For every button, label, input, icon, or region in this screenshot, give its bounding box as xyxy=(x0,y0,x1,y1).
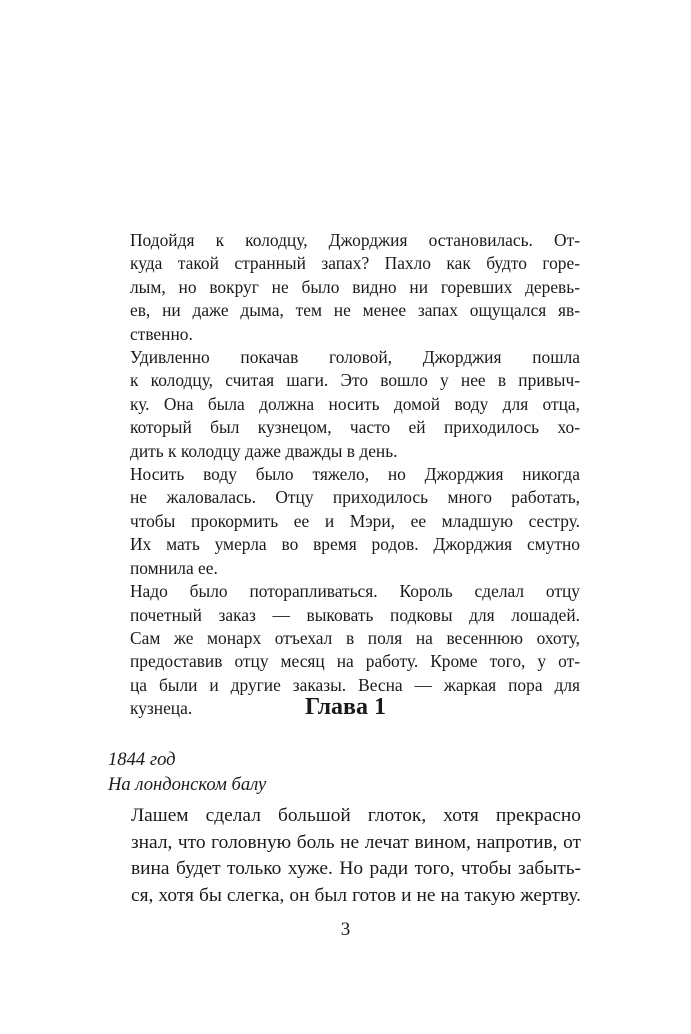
text-line: Надо было поторапливаться. Король сделал отцу xyxy=(130,581,580,602)
text-line: чтобы прокормить ее и Мэри, ее младшую сестру. xyxy=(130,510,580,531)
text-line: знал, что головную боль не лечат вином, напротив, от xyxy=(131,831,581,853)
chapter-epigraph xyxy=(108,747,266,797)
text-line: Удивленно покачав головой, Джорджия пошла xyxy=(130,347,580,368)
text-line: не жаловалась. Отцу приходилось много работать, xyxy=(130,487,580,508)
text-line: ственно. xyxy=(130,323,193,344)
text-line: кузнеца. xyxy=(130,698,193,719)
text-line: Сам же монарх отъехал в поля на весеннюю охоту, xyxy=(130,627,580,648)
text-line: почетный заказ — выковать подковы для лошадей. xyxy=(130,604,580,625)
chapter-text xyxy=(108,803,581,909)
text-line: вина будет только хуже. Но ради того, чтобы забыть- xyxy=(131,858,581,879)
text-line: Лашем сделал большой глоток, хотя прекрасно xyxy=(131,805,581,826)
text-line: ца были и другие заказы. Весна — жаркая пора для xyxy=(130,674,580,695)
text-line: куда такой странный запах? Пахло как будто горе- xyxy=(130,253,580,274)
prologue-text xyxy=(108,229,580,721)
paragraph xyxy=(108,463,580,580)
text-line: предоставив отцу месяц на работу. Кроме того, у от- xyxy=(130,651,580,672)
text-line: ев, ни даже дыма, тем не менее запах ощущался яв- xyxy=(130,300,580,321)
text-line: Носить воду было тяжело, но Джорджия никогда xyxy=(130,464,580,485)
paragraph xyxy=(108,346,580,463)
chapter-title: Глава 1 xyxy=(305,694,386,720)
text-line: Подойдя к колодцу, Джорджия остановилась. От- xyxy=(130,230,580,250)
epigraph-place: На лондонском балу xyxy=(108,774,267,795)
text-line: к колодцу, считая шаги. Это вошло у нее в привыч- xyxy=(130,370,580,391)
text-line: лым, но вокруг не было видно ни горевших деревь- xyxy=(130,276,580,297)
page-number: 3 xyxy=(340,919,351,940)
paragraph xyxy=(108,229,580,346)
text-line: помнила ее. xyxy=(130,557,218,578)
text-line: дить к колодцу даже дважды в день. xyxy=(130,440,398,461)
epigraph-year: 1844 год xyxy=(108,749,176,770)
text-line: ку. Она была должна носить домой воду для отца, xyxy=(130,393,580,414)
text-line: Их мать умерла во время родов. Джорджия смутно xyxy=(130,534,580,555)
text-line: который был кузнецом, часто ей приходилось хо- xyxy=(130,417,580,438)
paragraph xyxy=(108,803,581,909)
text-line: ся, хотя бы слегка, он был готов и не на такую жертву. xyxy=(131,884,581,906)
